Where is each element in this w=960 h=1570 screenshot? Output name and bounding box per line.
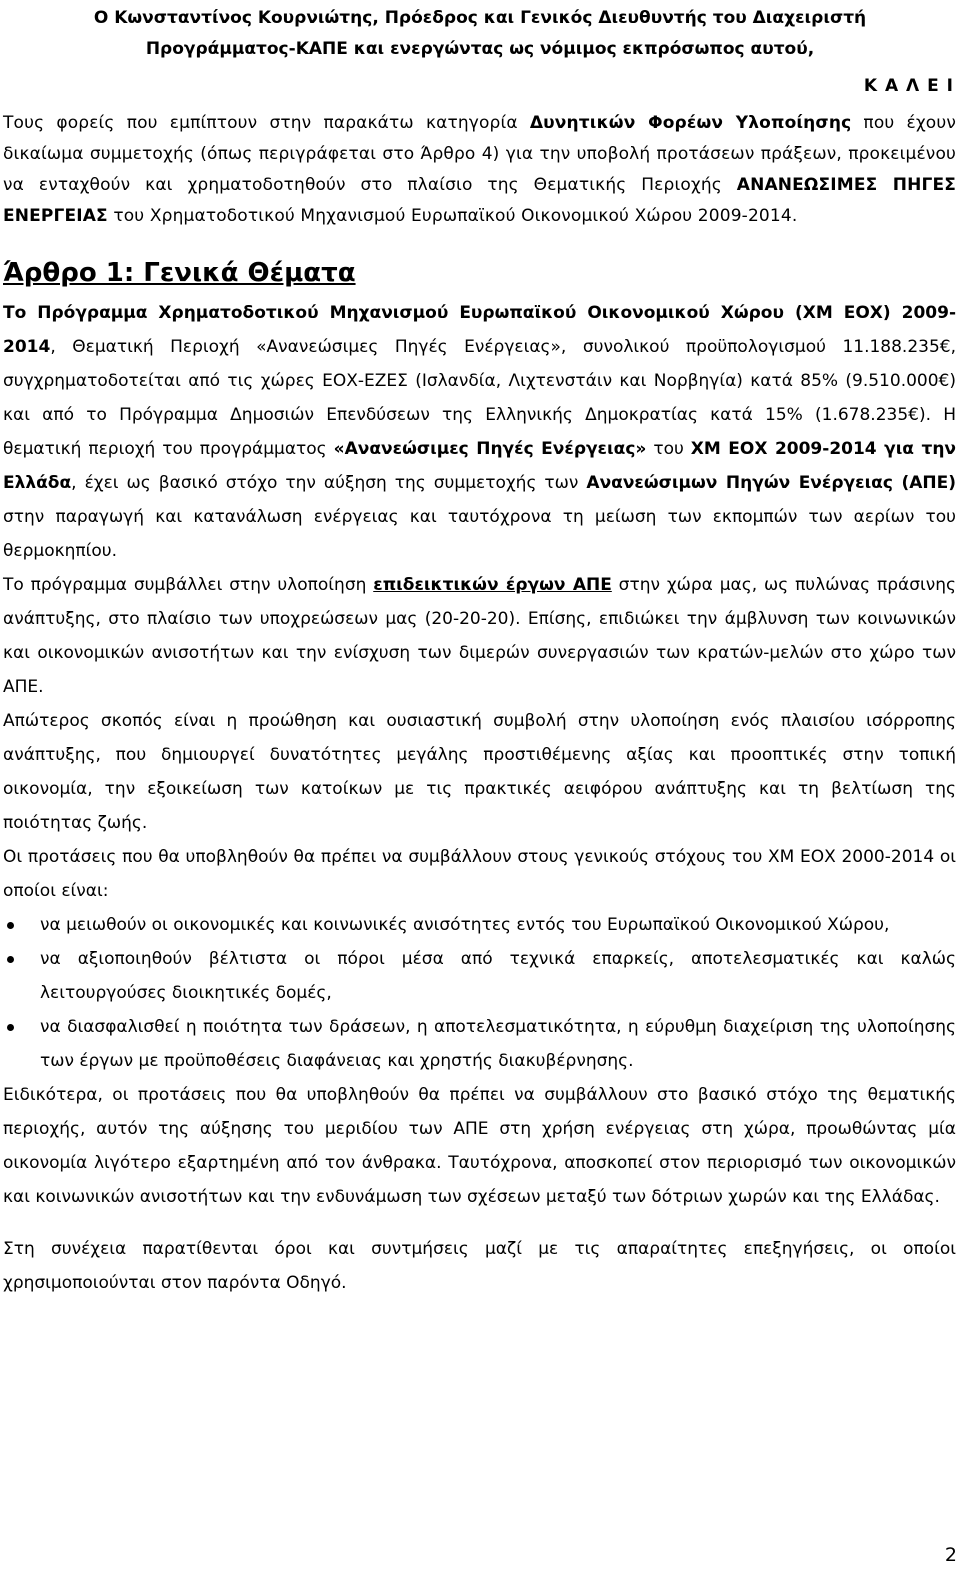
p1-text-2: του [646,439,691,459]
p1-bold-1: Το Πρόγραμμα Χρηματοδοτικού Μηχανισμού Ευρωπαϊκού Οικονομικού Χώρου (ΧΜ ΕΟΧ) 2009-2014 [3,303,956,357]
article-paragraph-6: Στη συνέχεια παρατίθενται όροι και συντμήσεις μαζί με τις απαραίτητες επεξηγήσεις, οι οποίοι χρησιμοποιούνται στον παρόντα Οδηγό. [3,1239,956,1293]
intro-bold-2: ΑΝΑΝΕΩΣΙΜΕΣ ΠΗΓΕΣ ΕΝΕΡΓΕΙΑΣ [3,175,957,226]
intro-text-2: που έχουν δικαίωμα συμμετοχής (όπως περιγράφεται στο Άρθρο 4) για την υποβολή προτάσεων πράξεων, προκειμένου να ενταχθούν και χρηματοδοτηθούν στο πλαίσιο της Θεματικής Περιοχής [3,113,956,195]
article-paragraph-4: Οι προτάσεις που θα υποβληθούν θα πρέπει να συμβάλλουν στους γενικούς στόχους του ΧΜ ΕΟΧ 2000-2014 οι οποίοι είναι: [3,847,956,901]
header-line-1: Ο Κωνσταντίνος Κουρνιώτης, Πρόεδρος και Γενικός Διευθυντής του Διαχειριστή [93,8,867,28]
p1-text-1: , Θεματική Περιοχή «Ανανεώσιμες Πηγές Ενέργειας», συνολικού προϋπολογισμού 11.188.235€, συγχρηματοδοτείται από τις χώρες ΕΟΧ-ΕΖΕΣ (Ισλανδία, Λιχτενστάιν και Νορβηγία) κατά 85% (9.510.000€) και από το Πρόγραμμα Δημοσιών Επενδύσεων της Ελληνικής Δημοκρατίας κατά 15% (1.678.235€). Η θεματική περιοχή του προγράμματος [3,337,956,459]
intro-text-1: Τους φορείς που εμπίπτουν στην παρακάτω κατηγορία [3,113,530,133]
article-paragraph-5: Ειδικότερα, οι προτάσεις που θα υποβληθούν θα πρέπει να συμβάλλουν στο βασικό στόχο της θεματικής περιοχής, αυτόν της αύξησης του μεριδίου των ΑΠΕ στη χρήση ενέργειας στη χώρα, προωθώντας μία οικονομία λιγότερο εξαρτημένη από τον άνθρακα. Ταυτόχρονα, αποσκοπεί στον περιορισμό των οικονομικών και κοινωνικών ανισοτήτων και την ενδυνάμωση των σχέσεων μεταξύ των δότριων χωρών και της Ελλάδας. [3,1085,956,1207]
p2-text-2: στην χώρα μας, ως πυλώνας πράσινης ανάπτυξης, στο πλαίσιο των υποχρεώσεων μας (20-20-20). Επίσης, επιδιώκει την άμβλυνση των κοινωνικών και οικονομικών ανισοτήτων και την ενίσχυση των διμερών συνεργασιών των κρατών-μελών στο χώρο των ΑΠΕ. [3,575,956,697]
list-item-text: να διασφαλισθεί η ποιότητα των δράσεων, η αποτελεσματικότητα, η εύρυθμη διαχείριση της υλοποίησης των έργων με προϋποθέσεις διαφάνειας και χρηστής διακυβέρνησης. [40,1017,956,1071]
p1-text-4: στην παραγωγή και κατανάλωση ενέργειας και ταυτόχρονα τη μείωση των εκπομπών των αερίων του θερμοκηπίου. [3,507,956,561]
header-line-2: Προγράμματος-ΚΑΠΕ και ενεργώντας ως νόμιμος εκπρόσωπος αυτού, [145,39,815,59]
intro-paragraph [3,108,956,232]
p2-bold-underline: επιδεικτικών έργων ΑΠΕ [373,575,612,595]
list-item-text: να αξιοποιηθούν βέλτιστα οι πόροι μέσα από τεχνικά επαρκείς, αποτελεσματικές και καλώς λειτουργούσες διοικητικές δομές, [40,949,956,1003]
list-item-text: να μειωθούν οι οικονομικές και κοινωνικές ανισότητες εντός του Ευρωπαϊκού Οικονομικού Χώρου, [40,915,890,935]
list-item [3,942,956,1010]
goals-list [3,908,956,1078]
bullet-icon [7,1024,14,1031]
p2-text-1: Το πρόγραμμα συμβάλλει στην υλοποίηση [3,575,374,595]
list-item [3,908,956,942]
p1-text-3: , έχει ως βασικό στόχο την αύξηση της συμμετοχής των [71,473,587,493]
intro-bold-1: Δυνητικών Φορέων Υλοποίησης [529,113,852,133]
bullet-icon [7,922,14,929]
p1-bold-3: ΧΜ ΕΟΧ 2009-2014 για την Ελλάδα [3,439,956,493]
article-paragraph-3: Απώτερος σκοπός είναι η προώθηση και ουσιαστική συμβολή στην υλοποίηση ενός πλαισίου ισόρροπης ανάπτυξης, που δημιουργεί δυνατότητες μεγάλης προστιθέμενης αξίας και προοπτικές στην τοπική οικονομία, την εξοικείωση των κατοίκων με τις πρακτικές αειφόρου ανάπτυξης και τη βελτίωση της ποιότητας ζωής. [3,711,956,833]
p1-bold-4: Ανανεώσιμων Πηγών Ενέργειας (ΑΠΕ) [586,473,957,493]
list-item [3,1010,956,1078]
article-paragraph-2 [3,568,956,704]
document-header [0,3,960,65]
article-paragraph-1 [3,296,956,568]
kalei-heading: Κ Α Λ Ε Ι [863,76,954,96]
intro-text-3: του Χρηματοδοτικού Μηχανισμού Ευρωπαϊκού Οικονομικού Χώρου 2009-2014. [107,206,798,226]
article-body [3,296,956,1300]
article-title: Άρθρο 1: Γενικά Θέματα [3,258,356,288]
page-number: 2 [944,1544,957,1566]
p1-bold-2: «Ανανεώσιμες Πηγές Ενέργειας» [333,439,647,459]
bullet-icon [7,956,14,963]
